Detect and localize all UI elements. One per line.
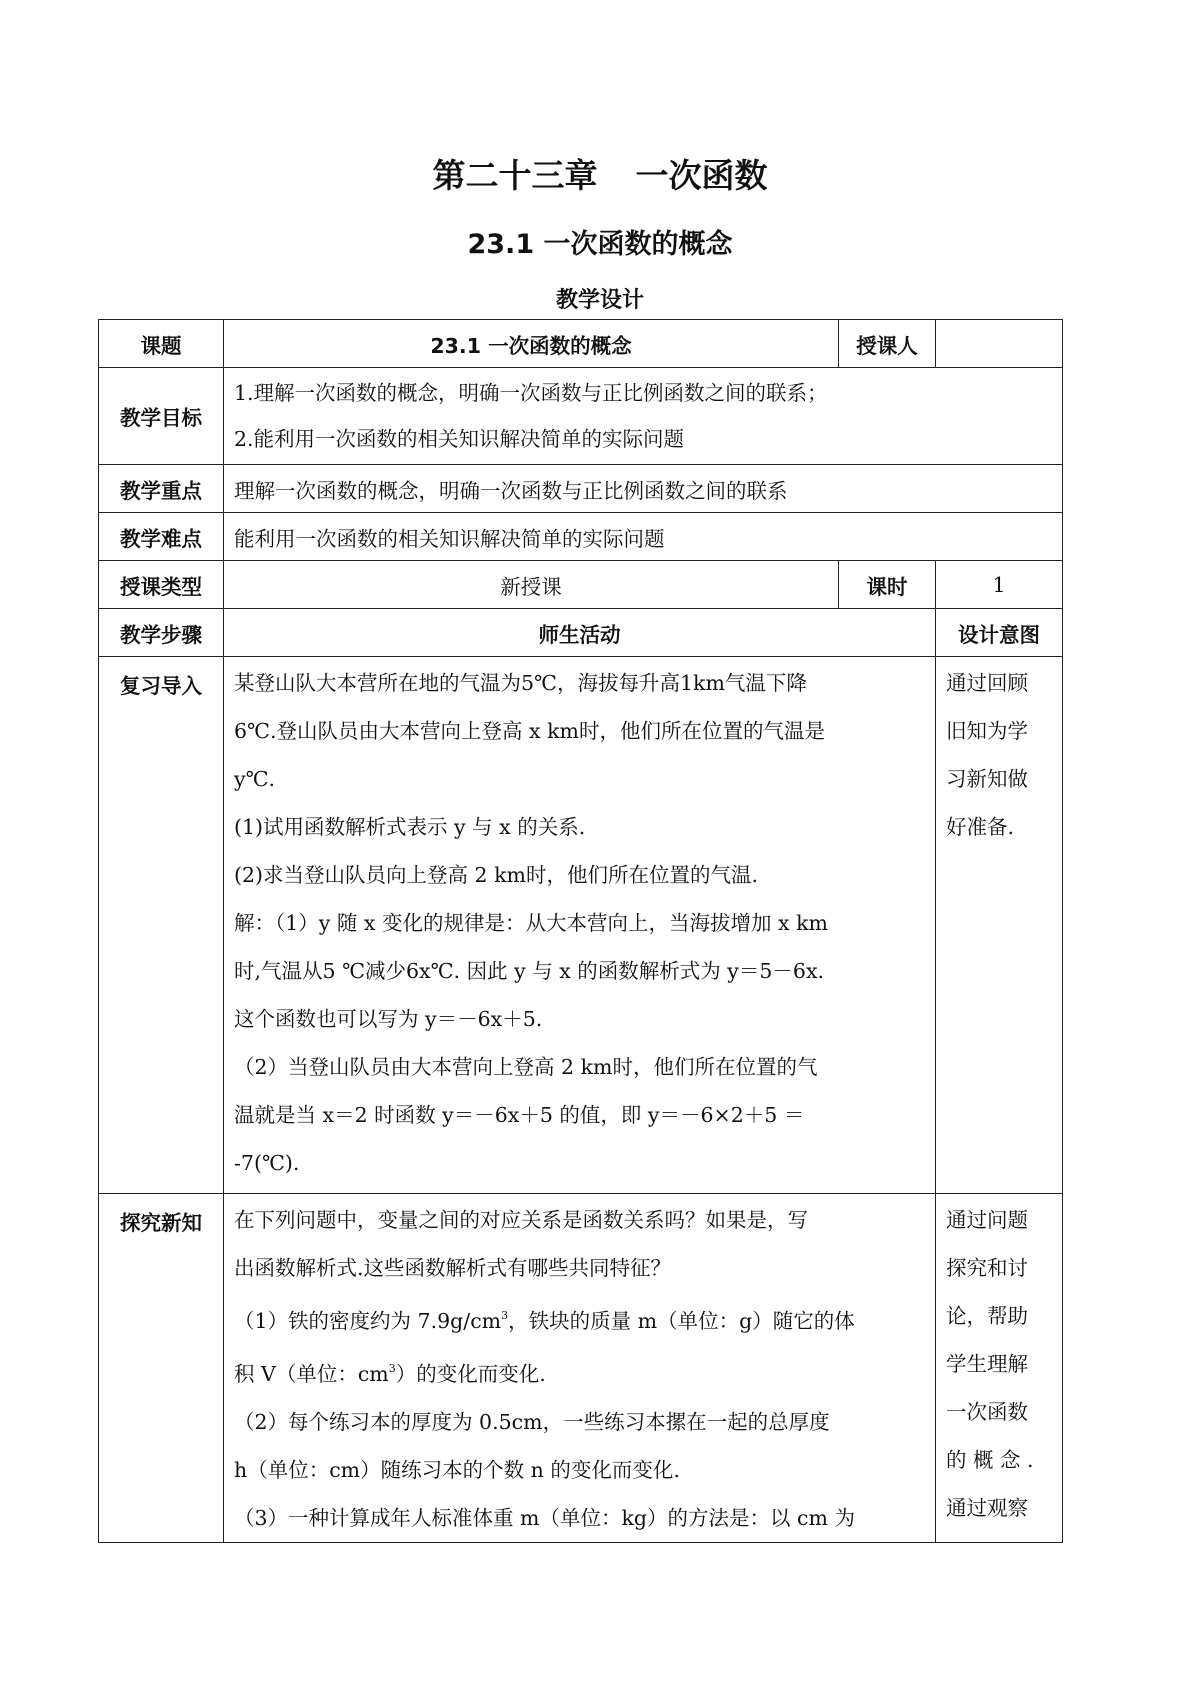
text-line (234, 1292, 925, 1345)
goals-content (224, 368, 1063, 465)
intent-line: 论，帮助 (946, 1304, 1028, 1328)
chapter-number: 第二十三章 (432, 156, 598, 195)
steps-header: 教学步骤 (99, 609, 224, 657)
intent-line: 的 概 念 . (946, 1448, 1034, 1472)
text-line: （3）一种计算成年人标准体重 m（单位：kg）的方法是：以 cm 为 (234, 1506, 855, 1530)
intent-header: 设计意图 (936, 609, 1063, 657)
text-line: 出函数解析式.这些函数解析式有哪些共同特征？ (234, 1256, 672, 1280)
lesson-type-label: 授课类型 (99, 561, 224, 609)
text-line: (2)求当登山队员向上登高 2 km时，他们所在位置的气温. (234, 863, 758, 887)
review-content (224, 657, 936, 1194)
design-heading: 教学设计 (555, 288, 644, 313)
explore-content (224, 1194, 936, 1543)
text-line: 在下列问题中，变量之间的对应关系是函数关系吗？如果是，写 (234, 1208, 808, 1232)
review-intent (936, 657, 1063, 1194)
row-goals (99, 368, 1063, 465)
explore-intent (936, 1194, 1063, 1543)
text-segment: ，铁块的质量 m（单位：g）随它的体 (508, 1309, 855, 1333)
text-line: （2）当登山队员由大本营向上登高 2 km时，他们所在位置的气 (234, 1055, 818, 1079)
intent-line: 习新知做 (946, 767, 1028, 791)
text-line: 解：（1）y 随 x 变化的规律是：从大本营向上，当海拔增加 x km (234, 911, 828, 935)
text-line: h（单位：cm）随练习本的个数 n 的变化而变化. (234, 1458, 680, 1482)
text-line: （2）每个练习本的厚度为 0.5cm，一些练习本摞在一起的总厚度 (234, 1410, 830, 1434)
text-line: 时,气温从5 ℃减少6x℃. 因此 y 与 x 的函数解析式为 y＝5－6x. (234, 959, 825, 983)
superscript: 3 (388, 1362, 396, 1375)
goal-line: 2.能利用一次函数的相关知识解决简单的实际问题 (234, 427, 685, 451)
key-point-value: 理解一次函数的概念，明确一次函数与正比例函数之间的联系 (224, 465, 1063, 513)
row-difficult-point (99, 513, 1063, 561)
hours-value: 1 (936, 561, 1063, 609)
text-line: 6℃.登山队员由大本营向上登高 x km时，他们所在位置的气温是 (234, 719, 825, 743)
intent-line: 旧知为学 (946, 719, 1028, 743)
text-segment: 积 V（单位：cm (234, 1362, 389, 1386)
intent-line: 探究和讨 (946, 1256, 1028, 1280)
text-line: -7(℃). (234, 1151, 300, 1175)
key-point-label: 教学重点 (99, 465, 224, 513)
text-segment: ）的变化而变化. (395, 1362, 546, 1386)
intent-line: 通过问题 (946, 1208, 1028, 1232)
row-topic (99, 320, 1063, 368)
review-label: 复习导入 (99, 657, 224, 1194)
intent-line: 好准备. (946, 815, 1015, 839)
difficult-point-value: 能利用一次函数的相关知识解决简单的实际问题 (224, 513, 1063, 561)
activity-header: 师生活动 (224, 609, 936, 657)
intent-line: 学生理解 (946, 1352, 1028, 1376)
topic-value: 23.1 一次函数的概念 (224, 320, 839, 368)
intent-line: 一次函数 (946, 1400, 1028, 1424)
text-line (234, 1345, 925, 1398)
goals-label: 教学目标 (99, 368, 224, 465)
lesson-type-value: 新授课 (224, 561, 839, 609)
section-title: 23.1 一次函数的概念 (467, 229, 733, 260)
intent-line: 通过回顾 (946, 671, 1028, 695)
topic-label: 课题 (99, 320, 224, 368)
row-step-header (99, 609, 1063, 657)
text-line: 这个函数也可以写为 y＝－6x＋5. (234, 1007, 543, 1031)
chapter-title (0, 150, 1200, 197)
row-key-point (99, 465, 1063, 513)
chapter-name: 一次函数 (635, 156, 768, 195)
explore-label: 探究新知 (99, 1194, 224, 1543)
difficult-point-label: 教学难点 (99, 513, 224, 561)
row-review (99, 657, 1063, 1194)
text-line: 温就是当 x＝2 时函数 y＝－6x＋5 的值，即 y＝－6×2＋5 ＝ (234, 1103, 805, 1127)
text-segment: （1）铁的密度约为 7.9g/cm (234, 1309, 502, 1333)
teacher-value (936, 320, 1063, 368)
goal-line: 1.理解一次函数的概念，明确一次函数与正比例函数之间的联系； (234, 381, 828, 405)
intent-line: 通过观察 (946, 1496, 1028, 1520)
row-explore (99, 1194, 1063, 1543)
row-lesson-type (99, 561, 1063, 609)
text-line: 某登山队大本营所在地的气温为5℃，海拔每升高1km气温下降 (234, 671, 807, 695)
text-line: y℃. (234, 767, 276, 791)
teacher-label: 授课人 (839, 320, 936, 368)
hours-label: 课时 (839, 561, 936, 609)
text-line: (1)试用函数解析式表示 y 与 x 的关系. (234, 815, 586, 839)
superscript: 3 (501, 1309, 509, 1322)
lesson-plan-table (98, 319, 1063, 1543)
